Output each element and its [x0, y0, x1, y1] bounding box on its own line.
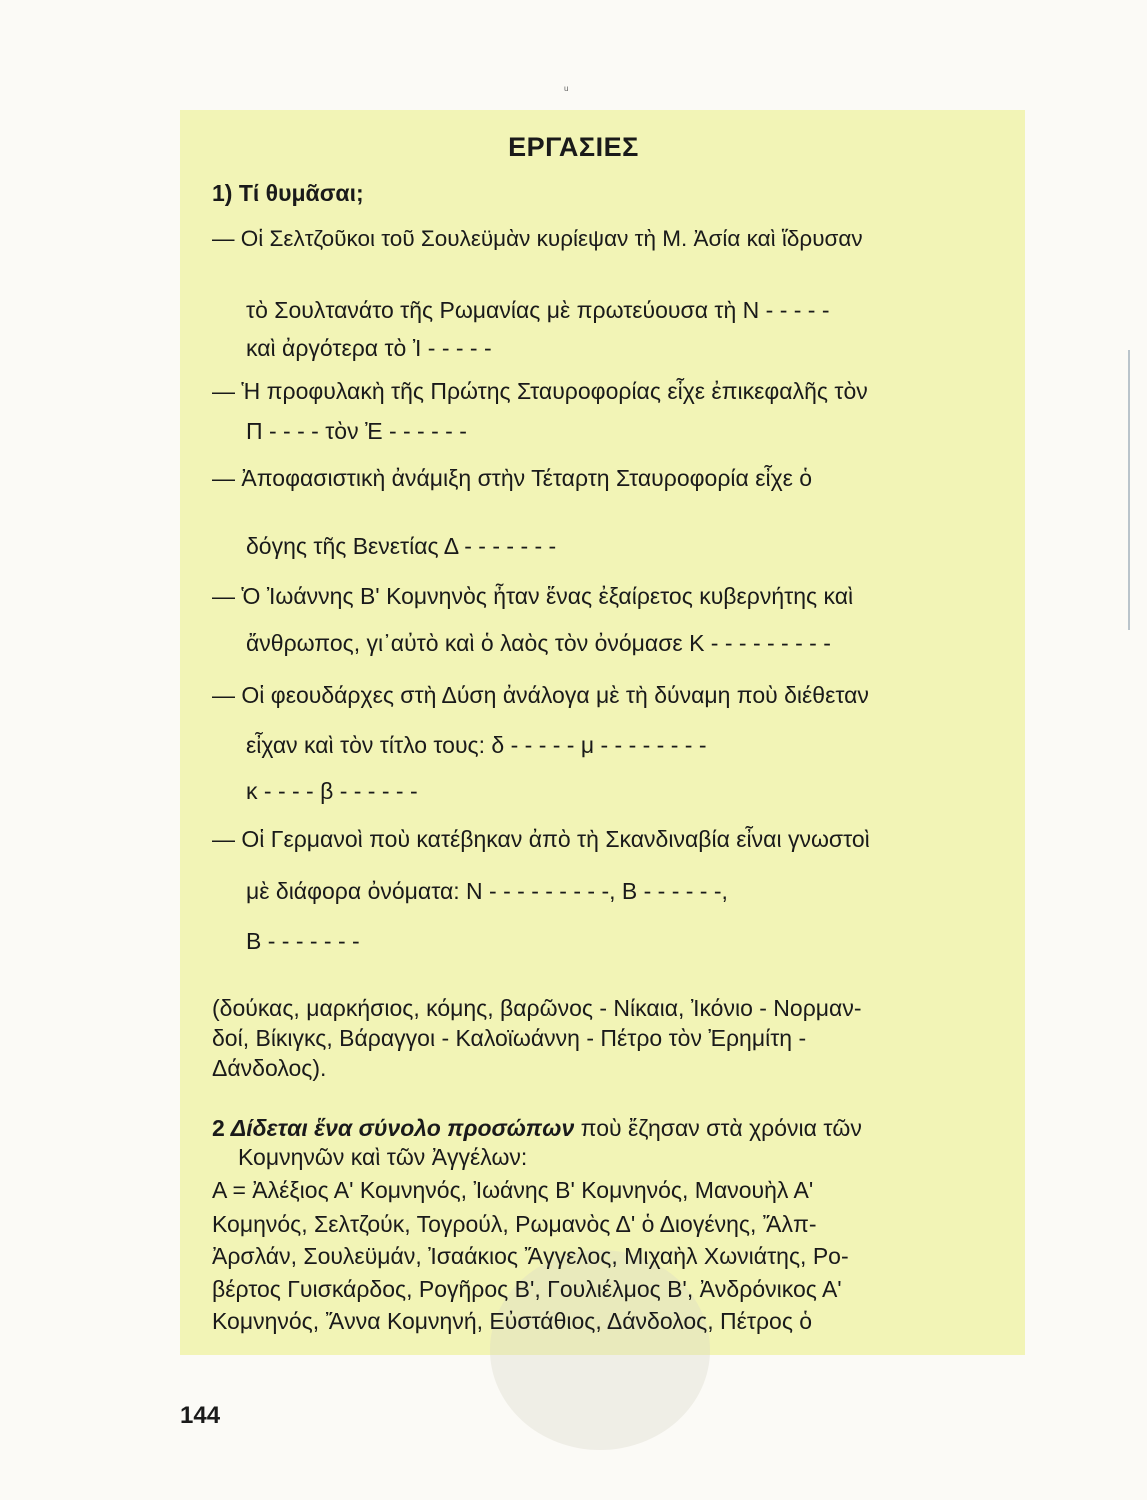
exercise-2-line: Κομνηνῶν καὶ τῶν Ἀγγέλων:	[238, 1144, 528, 1170]
ex1-line: κ - - - - β - - - - - -	[246, 778, 418, 804]
page-edge-mark	[1128, 350, 1130, 630]
ex1-line: — Ὁ Ἰωάννης Βʹ Κομνηνὸς ἦταν ἕνας ἐξαίρετος κυβερνήτης καὶ	[212, 583, 854, 609]
ex1-line: τὸ Σουλτανάτο τῆς Ρωμανίας μὲ πρωτεύουσα τὴ Ν - - - - -	[246, 297, 830, 323]
exercise-2-number: 2	[212, 1115, 225, 1141]
persons-line: Κομνηνός, Ἄννα Κομνηνή, Εὐστάθιος, Δάνδολος, Πέτρος ὁ	[212, 1308, 813, 1334]
exercise-1-title: 1) Τί θυμᾶσαι;	[212, 180, 364, 206]
persons-line: Κομηνός, Σελτζούκ, Τογρούλ, Ρωμανὸς Δʹ ὁ Διογένης, Ἄλπ-	[212, 1211, 817, 1237]
persons-line: βέρτος Γυισκάρδος, Ρογῆρος Βʹ, Γουλιέλμος Βʹ, Ἀνδρόνικος Αʹ	[212, 1276, 842, 1302]
ex1-line: καὶ ἀργότερα τὸ Ἰ - - - - -	[246, 335, 492, 361]
exercise-2-intro-rest: ποὺ ἔζησαν στὰ χρόνια τῶν	[574, 1115, 862, 1141]
ex1-line: — Οἱ Σελτζοῦκοι τοῦ Σουλεϋμὰν κυρίεψαν τὴ Μ. Ἀσία καὶ ἵδρυσαν	[212, 226, 863, 251]
ex1-line: — Οἱ φεουδάρχες στὴ Δύση ἀνάλογα μὲ τὴ δύναμη ποὺ διέθεταν	[212, 682, 869, 708]
ex1-line: — Ἡ προφυλακὴ τῆς Πρώτης Σταυροφορίας εἶχε ἐπικεφαλῆς τὸν	[212, 378, 868, 404]
answers-line: (δούκας, μαρκήσιος, κόμης, βαρῶνος - Νίκαια, Ἰκόνιο - Νορμαν-	[212, 995, 862, 1021]
print-speck: ᵘ	[564, 83, 569, 97]
ex1-line: μὲ διάφορα ὀνόματα: Ν - - - - - - - - -, Β - - - - - -,	[246, 878, 728, 904]
ex1-line: εἶχαν καὶ τὸν τίτλο τους: δ - - - - - μ - - - - - - - -	[246, 732, 707, 758]
ex1-line: Π - - - - τὸν Ἐ - - - - - -	[246, 418, 467, 444]
ex1-line: ἄνθρωπος, γι᾽αὐτὸ καὶ ὁ λαὸς τὸν ὀνόμασε Κ - - - - - - - - -	[246, 630, 831, 656]
page-number: 144	[180, 1402, 221, 1429]
exercise-2-bold-intro: Δίδεται ἕνα σύνολο προσώπων	[230, 1115, 575, 1141]
persons-line: Α = Ἀλέξιος Αʹ Κομνηνός, Ἰωάνης Βʹ Κομνηνός, Μανουὴλ Αʹ	[212, 1177, 814, 1203]
page-heading: ΕΡΓΑΣΙΕΣ	[508, 132, 639, 162]
ex1-line: Β - - - - - - -	[246, 928, 360, 954]
answers-line: Δάνδολος).	[212, 1055, 327, 1081]
persons-line: Ἀρσλάν, Σουλεϋμάν, Ἰσαάκιος Ἄγγελος, Μιχαὴλ Χωνιάτης, Ρο-	[212, 1243, 849, 1269]
ex1-line: δόγης τῆς Βενετίας Δ - - - - - - -	[246, 533, 557, 559]
ex1-line: — Οἱ Γερμανοὶ ποὺ κατέβηκαν ἀπὸ τὴ Σκανδιναβία εἶναι γνωστοὶ	[212, 826, 870, 852]
ex1-line: — Ἀποφασιστικὴ ἀνάμιξη στὴν Τέταρτη Σταυροφορία εἶχε ὁ	[212, 465, 813, 491]
exercise-2-intro	[212, 1115, 862, 1142]
answers-line: δοί, Βίκιγκς, Βάραγγοι - Καλοϊωάννη - Πέτρο τὸν Ἐρημίτη -	[212, 1025, 807, 1051]
